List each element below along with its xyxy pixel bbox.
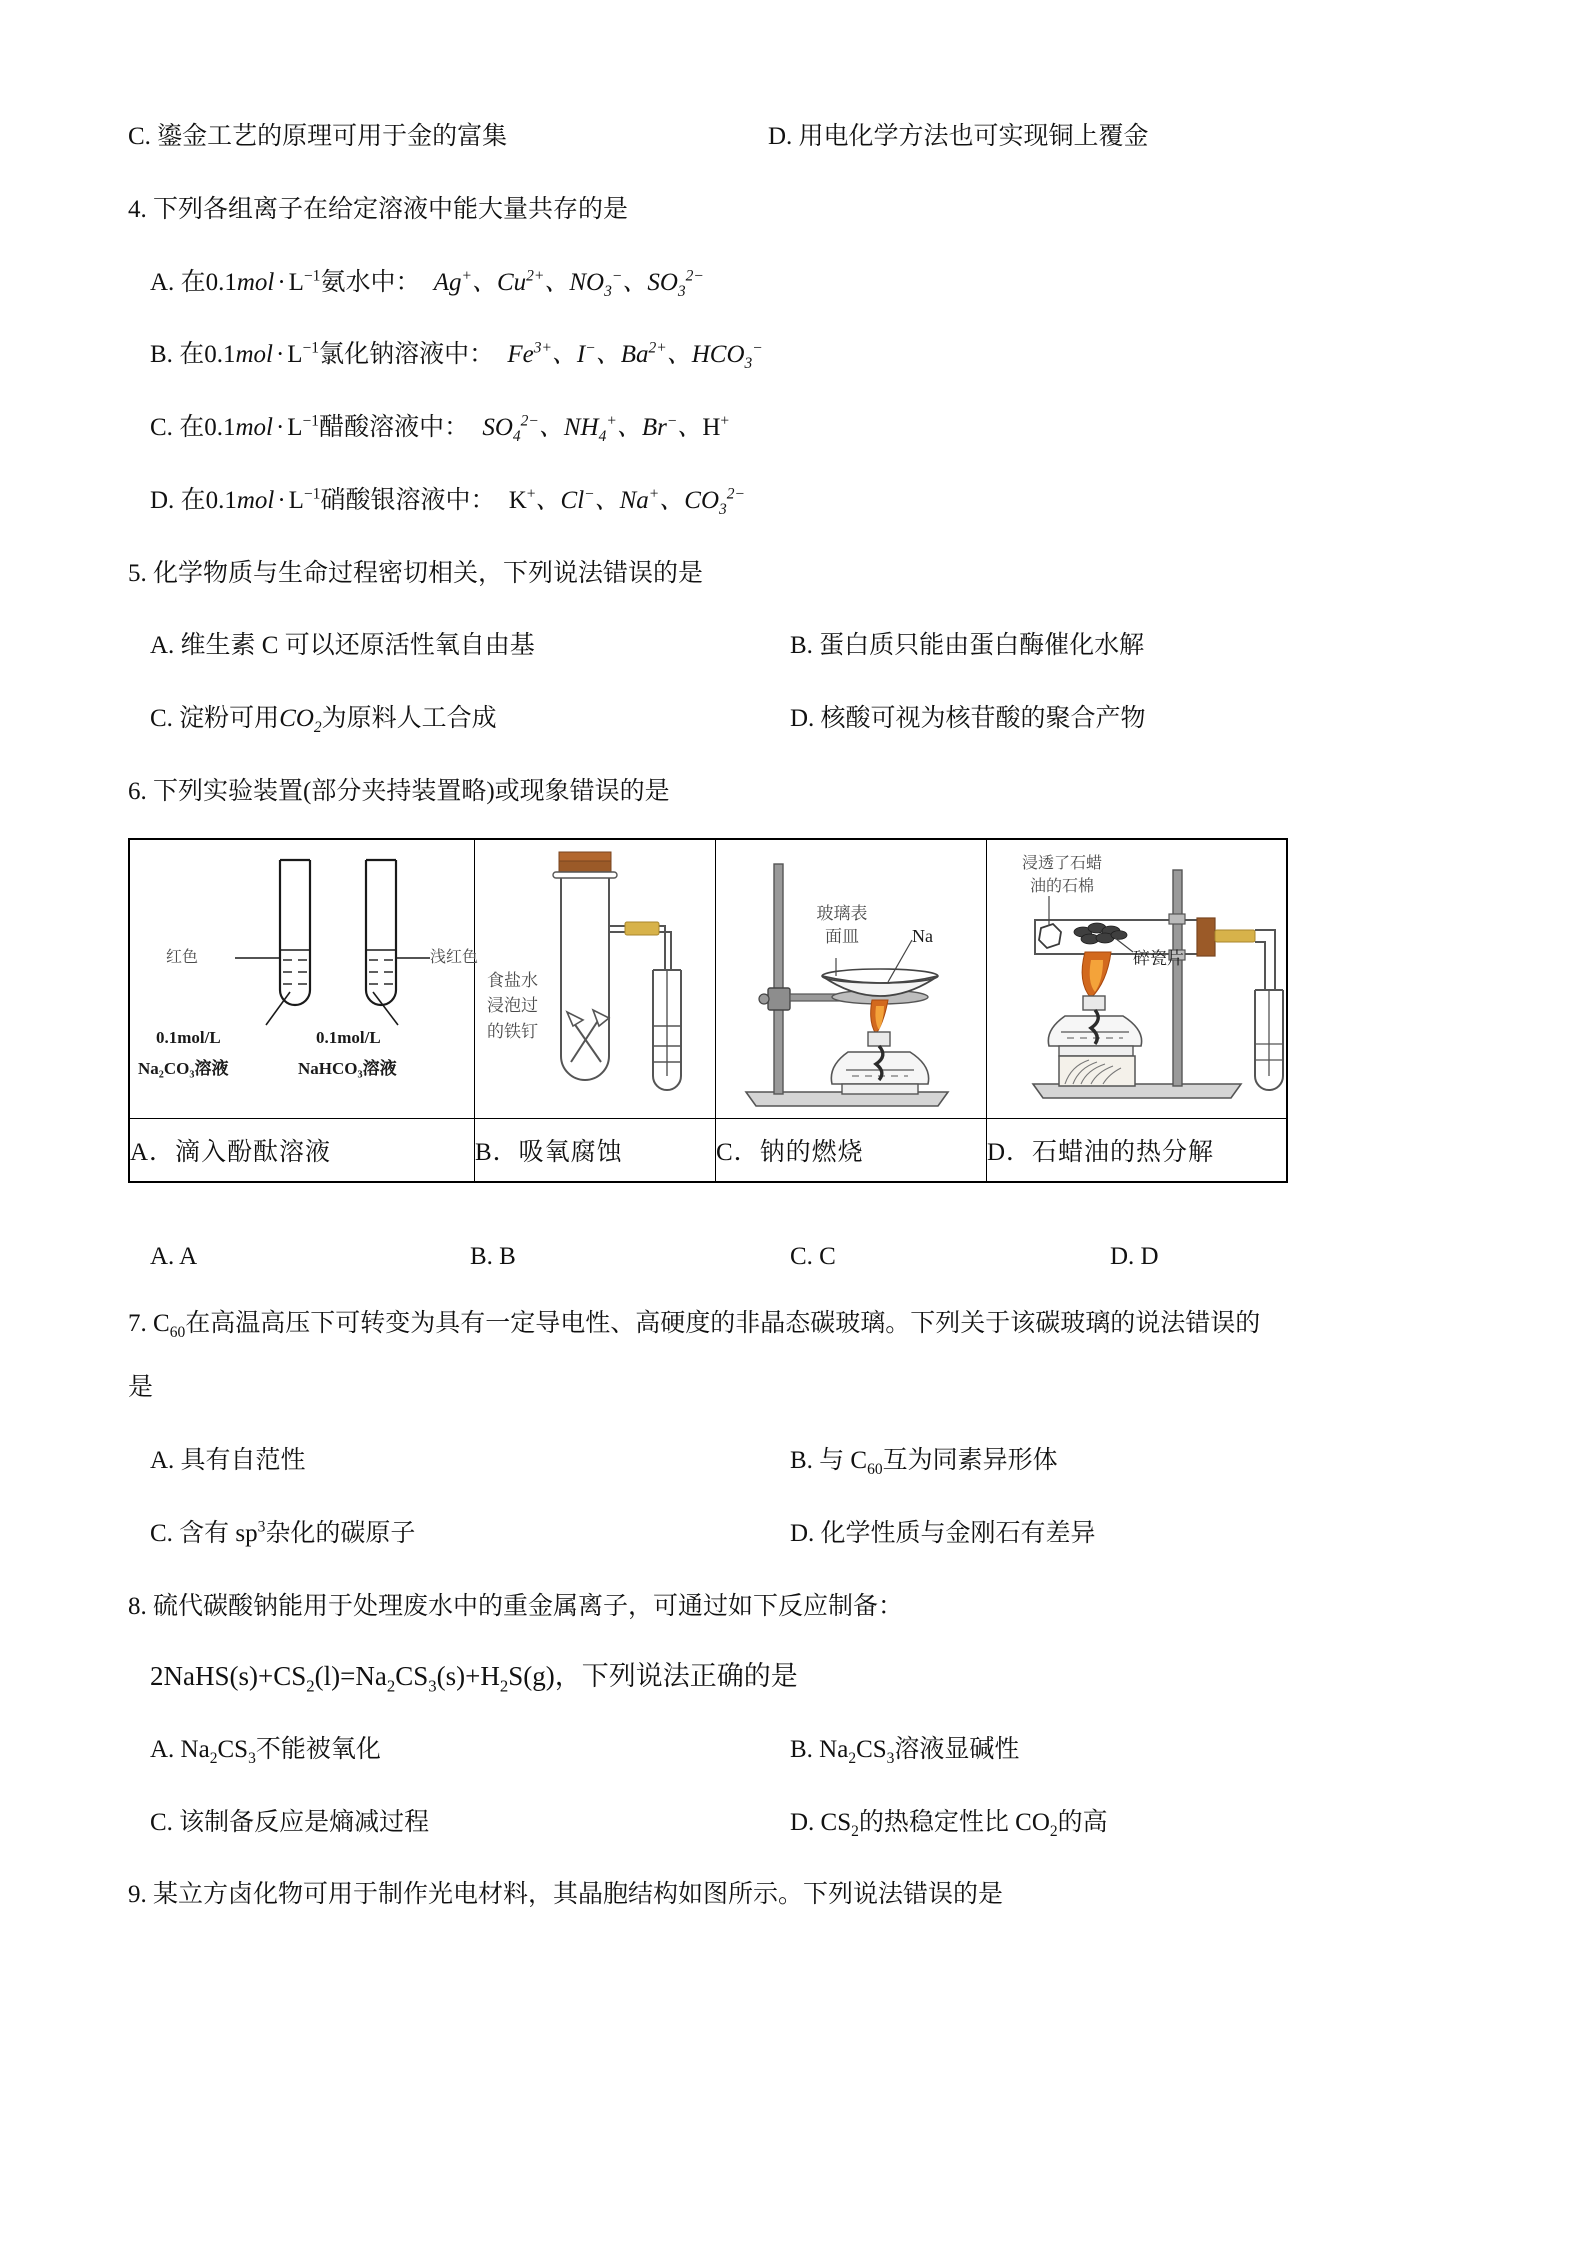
label-porcelain-pieces: 碎瓷片 (1133, 948, 1184, 968)
label-left-solution: Na₂CO₃溶液 (138, 1058, 229, 1078)
q7-stem-cont: 是 (128, 1374, 154, 1402)
q7-option-d: D. 化学性质与金刚石有差异 (790, 1519, 1096, 1547)
q4-option-c: C. 在$0.1mol \cdot L^{-1}$醋酸溶液中： $SO_4^{2-}$、$NH_4^+$、Br−、H+ (150, 412, 730, 445)
label-line-2: 浸泡过 (487, 996, 538, 1015)
q4-option-c-letter: C. (150, 414, 173, 441)
q7-stem (128, 1305, 1328, 1344)
q8-option-b-sub1: 2 (848, 1749, 857, 1767)
q5-option-c-pre: C. 淀粉可用 (150, 705, 280, 732)
q5-stem (128, 555, 1328, 594)
label-paraffin-asbestos (1003, 852, 1121, 898)
q5-option-b: B. 蛋白质只能由蛋白酶催化水解 (790, 632, 1145, 660)
q4-option-d-solvent: 硝酸银溶液中： (320, 486, 496, 514)
q8-option-a-sub2: 3 (248, 1749, 256, 1767)
label-line-3: 的铁钉 (487, 1021, 538, 1041)
page-content (128, 118, 1328, 1915)
q3-option-d: D. 用电化学方法也可实现铜上覆金 (768, 123, 1149, 150)
q8-option-a-sub1: 2 (209, 1749, 218, 1767)
q4-option-b: B. 在$0.1mol \cdot L^{-1}$氯化钠溶液中： $Fe^{3+}$、I−、$Ba^{2+}$、$HCO_3^-$ (150, 339, 763, 373)
q8-option-d-pre: D. CS (790, 1808, 852, 1836)
q7-option-c-post: 杂化的碳原子 (265, 1519, 416, 1547)
apparatus-label-c: C．钠的燃烧 (716, 1118, 987, 1182)
q4-stem (128, 191, 1328, 230)
q7-option-b-pre: B. 与 C (790, 1447, 868, 1474)
q4-option-a-solvent: 氨水中： (320, 268, 421, 296)
q4-option-d-pre: 在 (180, 486, 206, 514)
q8-equation-formula: $2NaHS(s)+CS_2(l)=Na_2CS_3(s)+H_2S(g)$ (150, 1661, 555, 1696)
q4-number: 4. (128, 195, 147, 223)
q4-option-a-pre: 在 (180, 268, 206, 296)
q8-option-a-pre: A. Na (150, 1735, 210, 1763)
apparatus-cell-b (475, 839, 716, 1119)
q7-option-b (790, 1442, 1328, 1481)
apparatus-table (128, 838, 1288, 1183)
q9-stem-text: 某立方卤化物可用于制作光电材料，其晶胞结构如图所示。下列说法错误的是 (153, 1881, 1004, 1909)
q7-formula: $C_{60}$ (153, 1309, 186, 1341)
label-left-conc: 0.1mol/L (156, 1027, 221, 1047)
q8-options-row-2 (128, 1804, 1328, 1843)
apparatus-cell-a (129, 839, 479, 1119)
q7-stem-text: 在高温高压下可转变为具有一定导电性、高硬度的非晶态碳玻璃。下列关于该碳玻璃的说法错误的 (185, 1309, 1261, 1337)
q7-options-row-2 (128, 1515, 1328, 1554)
q8-stem (128, 1588, 1328, 1627)
q7-options-row-1 (128, 1442, 1328, 1481)
q6-choices (128, 1243, 1328, 1271)
q8-option-b-post: 溶液显碱性 (894, 1735, 1020, 1763)
q4-option-a-ions: Ag+、$Cu^{2+}$、$NO_3^-$、$SO_3^{2-}$ (433, 267, 704, 300)
q8-option-d-post: 的高 (1057, 1808, 1108, 1836)
apparatus-cell-c (716, 839, 987, 1119)
q8-option-b-sub2: 3 (886, 1749, 895, 1767)
q4-option-d-letter: D. (150, 486, 175, 514)
label-sodium: Na (912, 925, 933, 946)
q8-number: 8. (128, 1592, 147, 1620)
figure-a (130, 840, 479, 1118)
q8-options-row-1 (128, 1731, 1328, 1770)
q7-option-c (128, 1515, 790, 1554)
label-line-1: 食盐水 (487, 970, 538, 990)
q4-option-c-solvent: 醋酸溶液中： (319, 414, 470, 441)
q5-options-row-1 (128, 627, 1328, 666)
label-saltwater-nails (487, 968, 538, 1045)
label-cotton-line-2: 油的石棉 (1029, 877, 1094, 895)
q7-option-a: A. 具有自范性 (150, 1447, 306, 1474)
q5-number: 5. (128, 559, 147, 587)
q6-choice-b: B. B (470, 1242, 516, 1270)
q5-option-a: A. 维生素 C 可以还原活性氧自由基 (150, 632, 535, 660)
q5-option-c-formula: $CO_2$ (279, 705, 322, 736)
q8-equation-tail: ，下列说法正确的是 (554, 1661, 798, 1692)
q7-option-c-pre: C. 含有 sp (150, 1519, 258, 1547)
q4-stem-text: 下列各组离子在给定溶液中能大量共存的是 (153, 195, 629, 223)
q4-option-d-ions: K+、Cl−、Na+、$CO_3^{2-}$ (508, 485, 745, 518)
q8-option-a-mid: CS (217, 1735, 249, 1763)
q6-stem (128, 773, 1328, 812)
label-red-color: 红色 (166, 948, 199, 966)
q4-option-b-ions: $Fe^{3+}$、I−、$Ba^{2+}$、$HCO_3^-$ (507, 339, 763, 373)
apparatus-label-b: B．吸氧腐蚀 (475, 1118, 716, 1182)
q8-stem-text: 硫代碳酸钠能用于处理废水中的重金属离子，可通过如下反应制备： (153, 1592, 904, 1620)
q5-option-c (128, 700, 790, 739)
q6-choice-c: C. C (790, 1242, 836, 1270)
apparatus-cell-d (987, 839, 1288, 1119)
q8-option-d (790, 1804, 1328, 1843)
q9-stem (128, 1876, 1328, 1915)
q4-option-b-letter: B. (150, 341, 173, 369)
q3-tail-options (128, 118, 1328, 157)
figure-b (475, 840, 715, 1118)
q8-option-d-mid: 的热稳定性比 CO (858, 1808, 1050, 1836)
q9-number: 9. (128, 1881, 147, 1909)
q7-option-b-post: 互为同素异形体 (882, 1447, 1058, 1474)
q4-option-b-pre: 在 (179, 341, 205, 369)
q4-option-d: D. 在$0.1mol \cdot L^{-1}$硝酸银溶液中： K+、Cl−、Na+、$CO_3^{2-}$ (150, 485, 745, 518)
apparatus-label-a: A．滴入酚酞溶液 (129, 1118, 475, 1182)
figure-c (716, 840, 986, 1118)
q4-option-a-letter: A. (150, 268, 175, 296)
q6-stem-text: 下列实验装置(部分夹持装置略)或现象错误的是 (153, 777, 670, 805)
label-dish-line-1: 玻璃表 (816, 903, 868, 923)
apparatus-label-d: D．石蜡油的热分解 (987, 1118, 1288, 1182)
q8-equation (128, 1656, 1328, 1697)
q3-option-c: C. 鎏金工艺的原理可用于金的富集 (128, 123, 508, 150)
q5-stem-text: 化学物质与生命过程密切相关，下列说法错误的是 (153, 559, 704, 587)
q6-choice-d: D. D (1110, 1242, 1159, 1270)
q5-option-d: D. 核酸可视为核苷酸的聚合产物 (790, 705, 1146, 732)
label-cotton-line-1: 浸透了石蜡 (1021, 854, 1102, 872)
apparatus-figure-row (129, 839, 1287, 1119)
figure-d (987, 840, 1286, 1118)
q7-option-b-sub: 60 (867, 1461, 883, 1478)
label-dish-line-2: 面皿 (825, 927, 859, 947)
q8-option-a (128, 1731, 790, 1770)
label-right-conc: 0.1mol/L (316, 1027, 381, 1047)
q7-number: 7. (128, 1309, 147, 1337)
label-right-solution: NaHCO₃溶液 (298, 1058, 397, 1078)
q5-option-c-post: 为原料人工合成 (321, 705, 497, 732)
q7-option-c-sup: 3 (257, 1518, 266, 1536)
q8-option-c: C. 该制备反应是熵减过程 (150, 1808, 430, 1836)
q6-number: 6. (128, 777, 147, 805)
q8-option-b (790, 1731, 1328, 1770)
q8-option-b-mid: CS (856, 1735, 887, 1763)
q4-option-c-pre: 在 (179, 414, 205, 441)
q8-option-b-pre: B. Na (790, 1735, 849, 1763)
q4-option-a: A. 在$0.1mol \cdot L^{-1}$氨水中： Ag+、$Cu^{2+}$、$NO_3^-$、$SO_3^{2-}$ (150, 267, 704, 300)
q4-option-b-solvent: 氯化钠溶液中： (319, 341, 495, 369)
figure-c-svg (716, 840, 986, 1118)
label-glass-watch-dish (796, 902, 888, 950)
q8-option-d-sub1: 2 (851, 1822, 859, 1840)
apparatus-label-row (129, 1118, 1287, 1182)
q4-option-c-ions: $SO_4^{2-}$、$NH_4^+$、Br−、H+ (482, 412, 730, 445)
q6-choice-a: A. A (150, 1242, 198, 1270)
q5-options-row-2 (128, 700, 1328, 739)
q8-option-a-post: 不能被氧化 (255, 1735, 381, 1763)
label-light-red-color: 浅红色 (430, 948, 479, 966)
q8-option-d-sub2: 2 (1049, 1822, 1058, 1840)
